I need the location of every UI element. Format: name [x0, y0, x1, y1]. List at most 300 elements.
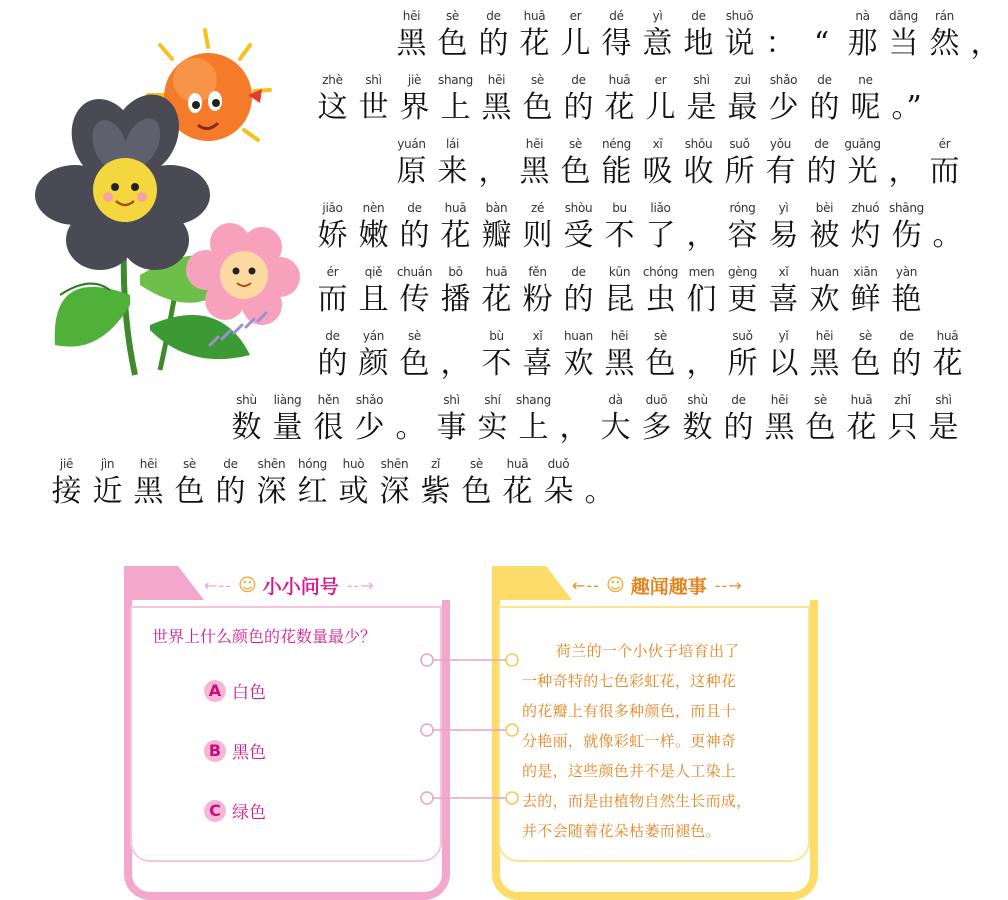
hanzi: 色	[805, 410, 836, 445]
pinyin: bō	[448, 265, 463, 279]
hanzi-with-pinyin	[929, 328, 966, 384]
option-letter: A	[204, 680, 226, 702]
pinyin: nà	[855, 9, 870, 23]
hanzi-with-pinyin	[765, 328, 802, 384]
hanzi: 色	[522, 90, 553, 125]
hanzi: 娇	[317, 218, 348, 253]
quiz-option-b[interactable]	[204, 738, 266, 763]
pinyin: dà	[608, 393, 623, 407]
hanzi-with-pinyin	[926, 136, 963, 192]
hanzi: 的	[478, 26, 509, 61]
hanzi: 是	[686, 90, 717, 125]
hanzi-with-pinyin	[557, 136, 594, 192]
pinyin: hēi	[815, 329, 834, 343]
hanzi: 欢	[809, 282, 840, 317]
hanzi: 以	[768, 346, 799, 381]
hanzi: 能	[601, 154, 632, 189]
hanzi-with-pinyin	[847, 200, 884, 256]
hanzi-with-pinyin	[601, 264, 638, 320]
hanzi: 瓣	[481, 218, 512, 253]
hanzi-with-pinyin	[765, 72, 802, 128]
option-letter: C	[204, 800, 226, 822]
hanzi: 的	[891, 346, 922, 381]
quiz-panel	[124, 566, 450, 900]
pinyin: yì	[652, 9, 663, 23]
hanzi: 粉	[522, 282, 553, 317]
hanzi: 色	[174, 474, 205, 509]
hanzi-with-pinyin	[253, 456, 290, 512]
pinyin: suǒ	[729, 137, 750, 151]
story-line	[393, 8, 1008, 64]
hanzi-with-pinyin	[212, 456, 249, 512]
pinyin: zé	[530, 201, 545, 215]
pinyin: jiè	[407, 73, 422, 87]
pinyin: shì	[935, 393, 952, 407]
pinyin: de	[691, 9, 706, 23]
hanzi-with-pinyin	[597, 392, 634, 448]
hanzi: ，	[440, 346, 471, 381]
pinyin: de	[223, 457, 238, 471]
hanzi-with-pinyin	[437, 72, 474, 128]
hanzi: 颜	[358, 346, 389, 381]
story-line	[314, 200, 970, 256]
pinyin: qiě	[364, 265, 383, 279]
hanzi-with-pinyin	[884, 392, 921, 448]
hanzi: 有	[765, 154, 796, 189]
quiz-option-a[interactable]	[204, 678, 266, 703]
hanzi-with-pinyin	[437, 200, 474, 256]
hanzi: 。	[932, 218, 963, 253]
hanzi-with-pinyin	[396, 72, 433, 128]
pinyin: de	[571, 73, 586, 87]
hanzi-with-pinyin	[765, 264, 802, 320]
hanzi-with-pinyin	[393, 8, 430, 64]
hanzi: 很	[313, 410, 344, 445]
hanzi-with-pinyin	[314, 72, 351, 128]
hanzi: 的	[563, 90, 594, 125]
pinyin: lái	[445, 137, 460, 151]
hanzi-with-pinyin	[765, 200, 802, 256]
pinyin: sè	[813, 393, 828, 407]
pinyin: suǒ	[732, 329, 753, 343]
pinyin: nèn	[362, 201, 385, 215]
hanzi-with-pinyin	[724, 72, 761, 128]
pinyin: de	[571, 265, 586, 279]
pinyin: shù	[687, 393, 708, 407]
pinyin: hēi	[770, 393, 789, 407]
hanzi-with-pinyin	[560, 72, 597, 128]
hanzi-with-pinyin	[516, 8, 553, 64]
arrow-left-icon: ←--	[204, 575, 232, 595]
hanzi: ，	[888, 154, 919, 189]
pinyin: chóng	[642, 265, 679, 279]
hanzi-with-pinyin	[679, 392, 716, 448]
pinyin: huā	[506, 457, 529, 471]
hanzi-with-pinyin	[474, 392, 511, 448]
arrow-right-icon: --→	[714, 575, 743, 595]
pinyin: shāng	[889, 201, 924, 215]
hanzi: 花	[502, 474, 533, 509]
hanzi: 黑	[133, 474, 164, 509]
pinyin: jiāo	[322, 201, 343, 215]
pinyin: liàng	[273, 393, 302, 407]
option-letter: B	[204, 740, 226, 762]
pinyin: zuì	[734, 73, 751, 87]
hanzi-with-pinyin	[885, 8, 922, 64]
hanzi-with-pinyin	[724, 200, 761, 256]
hanzi: 而	[317, 282, 348, 317]
hanzi: 黑	[396, 26, 427, 61]
hanzi-with-pinyin	[762, 136, 799, 192]
hanzi: 。	[584, 474, 615, 509]
hanzi-with-pinyin	[499, 456, 536, 512]
hanzi-with-pinyin	[171, 456, 208, 512]
hanzi: 喜	[768, 282, 799, 317]
hanzi: 花	[604, 90, 635, 125]
hanzi: 只	[887, 410, 918, 445]
pinyin: yán	[362, 329, 385, 343]
hanzi-with-pinyin	[598, 136, 635, 192]
connector-lines	[420, 650, 520, 820]
hanzi: 欢	[563, 346, 594, 381]
pinyin: shǎo	[355, 393, 384, 407]
hanzi-with-pinyin	[560, 200, 597, 256]
pinyin: chuán	[396, 265, 433, 279]
hanzi: 量	[272, 410, 303, 445]
pinyin: zhè	[322, 73, 343, 87]
hanzi: 深	[379, 474, 410, 509]
pinyin: hēi	[402, 9, 421, 23]
hanzi: 播	[440, 282, 471, 317]
fun-fact-panel	[492, 566, 818, 900]
hanzi-with-pinyin	[847, 264, 884, 320]
pinyin: hēi	[525, 137, 544, 151]
arrow-left-icon: ←--	[572, 575, 600, 595]
hanzi: 的	[563, 282, 594, 317]
hanzi: 伤	[891, 218, 922, 253]
hanzi: ，	[970, 26, 1001, 61]
hanzi: 收	[683, 154, 714, 189]
pinyin: dé	[609, 9, 624, 23]
pinyin: shang	[516, 393, 551, 407]
hanzi: 黑	[519, 154, 550, 189]
pinyin: huā	[608, 73, 631, 87]
hanzi: 所	[724, 154, 755, 189]
hanzi: 少	[354, 410, 385, 445]
hanzi: 上	[440, 90, 471, 125]
hanzi-with-pinyin	[335, 456, 372, 512]
hanzi-with-pinyin	[843, 392, 880, 448]
hanzi-with-pinyin	[642, 200, 679, 256]
story-line	[393, 136, 967, 192]
pinyin: de	[814, 137, 829, 151]
hanzi-with-pinyin	[806, 72, 843, 128]
pinyin: zǐ	[430, 457, 441, 471]
hanzi: 灼	[850, 218, 881, 253]
hanzi-with-pinyin	[683, 200, 720, 256]
hanzi-with-pinyin	[847, 328, 884, 384]
hanzi-with-pinyin	[475, 8, 512, 64]
pinyin: hóng	[298, 457, 327, 471]
hanzi-with-pinyin	[557, 8, 594, 64]
hanzi: 容	[727, 218, 758, 253]
pinyin: bèi	[815, 201, 834, 215]
hanzi: 光	[847, 154, 878, 189]
hanzi: ，	[478, 154, 509, 189]
pinyin: shēn	[257, 457, 286, 471]
pinyin: yì	[778, 201, 789, 215]
hanzi: 黑	[764, 410, 795, 445]
hanzi: 昆	[604, 282, 635, 317]
hanzi-with-pinyin	[680, 136, 717, 192]
hanzi: 艳	[891, 282, 922, 317]
hanzi: 则	[522, 218, 553, 253]
hanzi: 来	[437, 154, 468, 189]
fun-line: 的是，这些颜色并不是人工染上	[522, 762, 737, 780]
fun-line: 并不会随着花朵枯萎而褪色。	[522, 822, 721, 840]
hanzi-with-pinyin	[762, 8, 799, 64]
hanzi-with-pinyin	[929, 200, 966, 256]
hanzi-with-pinyin	[926, 8, 963, 64]
hanzi-with-pinyin	[515, 392, 552, 448]
story-line	[48, 456, 622, 512]
hanzi-with-pinyin	[433, 392, 470, 448]
hanzi: 大	[600, 410, 631, 445]
hanzi-with-pinyin	[844, 8, 881, 64]
pinyin: yǐ	[778, 329, 789, 343]
hanzi: 花	[481, 282, 512, 317]
pinyin: yuán	[397, 137, 426, 151]
hanzi: 花	[519, 26, 550, 61]
hanzi: 界	[399, 90, 430, 125]
hanzi-with-pinyin	[478, 328, 515, 384]
pinyin: hēi	[610, 329, 629, 343]
hanzi: 受	[563, 218, 594, 253]
quiz-question: 世界上什么颜色的花数量最少？	[152, 627, 377, 646]
pinyin: de	[407, 201, 422, 215]
pinyin: shì	[365, 73, 382, 87]
pinyin: rán	[935, 9, 954, 23]
hanzi-with-pinyin	[294, 456, 331, 512]
hanzi: ，	[686, 218, 717, 253]
hanzi: ，	[686, 346, 717, 381]
hanzi-with-pinyin	[519, 200, 556, 256]
hanzi: 的	[215, 474, 246, 509]
pinyin: ér	[326, 265, 339, 279]
pinyin: sè	[445, 9, 460, 23]
hanzi: 色	[645, 346, 676, 381]
hanzi-with-pinyin	[888, 328, 925, 384]
hanzi-with-pinyin	[478, 200, 515, 256]
hanzi-with-pinyin	[478, 264, 515, 320]
hanzi-with-pinyin	[761, 392, 798, 448]
pinyin: hēi	[487, 73, 506, 87]
option-text: 黑色	[232, 743, 266, 763]
hanzi-with-pinyin	[434, 8, 471, 64]
hanzi: 色	[437, 26, 468, 61]
hanzi: 色	[461, 474, 492, 509]
hanzi-with-pinyin	[269, 392, 306, 448]
pinyin: xǐ	[532, 329, 543, 343]
fun-line: 去的，而是由植物自然生长而成，	[522, 792, 752, 810]
pinyin: zhǐ	[894, 393, 911, 407]
hanzi: 所	[727, 346, 758, 381]
pinyin: huā	[850, 393, 873, 407]
hanzi-with-pinyin	[519, 264, 556, 320]
hanzi: 数	[231, 410, 262, 445]
pinyin: yàn	[895, 265, 918, 279]
hanzi-with-pinyin	[437, 328, 474, 384]
pinyin: shēn	[380, 457, 409, 471]
hanzi-with-pinyin	[844, 136, 881, 192]
hanzi: 上	[518, 410, 549, 445]
hanzi: 易	[768, 218, 799, 253]
hanzi-with-pinyin	[519, 328, 556, 384]
hanzi-with-pinyin	[683, 328, 720, 384]
pinyin: fěn	[528, 265, 547, 279]
hanzi-with-pinyin	[540, 456, 577, 512]
pinyin: sè	[469, 457, 484, 471]
pinyin: de	[486, 9, 501, 23]
hanzi-with-pinyin	[642, 328, 679, 384]
hanzi-with-pinyin	[639, 8, 676, 64]
hanzi-with-pinyin	[314, 328, 351, 384]
pinyin: sè	[858, 329, 873, 343]
hanzi-with-pinyin	[638, 392, 675, 448]
fun-fact-text	[522, 636, 794, 846]
hanzi-with-pinyin	[392, 392, 429, 448]
hanzi-with-pinyin	[642, 72, 679, 128]
fun-line: 的花瓣上有很多种颜色，而且十	[522, 702, 737, 720]
hanzi: 不	[481, 346, 512, 381]
pinyin: er	[569, 9, 582, 23]
hanzi-with-pinyin	[967, 8, 1004, 64]
hanzi-with-pinyin	[601, 328, 638, 384]
hanzi: 朵	[543, 474, 574, 509]
hanzi: 的	[399, 218, 430, 253]
hanzi-with-pinyin	[888, 264, 925, 320]
hanzi: 这	[317, 90, 348, 125]
hanzi: 了	[645, 218, 676, 253]
hanzi: 少	[768, 90, 799, 125]
pinyin: huā	[485, 265, 508, 279]
hanzi-with-pinyin	[806, 264, 843, 320]
pinyin: sè	[407, 329, 422, 343]
hanzi-with-pinyin	[925, 392, 962, 448]
hanzi: 的	[809, 90, 840, 125]
hanzi: 而	[929, 154, 960, 189]
hanzi: 或	[338, 474, 369, 509]
hanzi-with-pinyin	[888, 72, 925, 128]
kid-icon: ☺	[237, 574, 257, 596]
hanzi: 数	[682, 410, 713, 445]
hanzi: 得	[601, 26, 632, 61]
hanzi-with-pinyin	[680, 8, 717, 64]
hanzi-with-pinyin	[519, 72, 556, 128]
pinyin: ér	[938, 137, 951, 151]
story-line	[314, 72, 929, 128]
hanzi: 当	[888, 26, 919, 61]
hanzi: 地	[683, 26, 714, 61]
hanzi: 色	[850, 346, 881, 381]
hanzi: 的	[806, 154, 837, 189]
hanzi-with-pinyin	[802, 392, 839, 448]
quiz-option-c[interactable]	[204, 798, 266, 823]
quiz-title: 小小问号	[262, 575, 339, 598]
hanzi: 黑	[809, 346, 840, 381]
hanzi: 花	[932, 346, 963, 381]
hanzi: 事	[436, 410, 467, 445]
pinyin: yǒu	[769, 137, 792, 151]
pinyin: ne	[858, 73, 873, 87]
hanzi: 的	[317, 346, 348, 381]
pinyin: duǒ	[547, 457, 570, 471]
hanzi: 那	[847, 26, 878, 61]
pinyin: gèng	[727, 265, 758, 279]
hanzi-with-pinyin	[376, 456, 413, 512]
hanzi-with-pinyin	[885, 136, 922, 192]
hanzi-with-pinyin	[642, 264, 679, 320]
hanzi-with-pinyin	[89, 456, 126, 512]
option-text: 白色	[232, 683, 266, 703]
hanzi: 是	[928, 410, 959, 445]
hanzi: 黑	[604, 346, 635, 381]
hanzi-with-pinyin	[314, 200, 351, 256]
pinyin: róng	[729, 201, 756, 215]
hanzi: 色	[560, 154, 591, 189]
hanzi: 黑	[481, 90, 512, 125]
story-line	[228, 392, 966, 448]
hanzi-with-pinyin	[393, 136, 430, 192]
pinyin: sè	[653, 329, 668, 343]
pinyin: shòu	[564, 201, 593, 215]
hanzi-with-pinyin	[721, 136, 758, 192]
pinyin: liǎo	[650, 201, 671, 215]
hanzi: 吸	[642, 154, 673, 189]
pinyin: shǎo	[769, 73, 798, 87]
hanzi-with-pinyin	[888, 200, 925, 256]
pinyin: duō	[645, 393, 668, 407]
hanzi: ，	[559, 410, 590, 445]
pinyin: zhuó	[851, 201, 880, 215]
pinyin: shí	[484, 393, 501, 407]
pinyin: huā	[444, 201, 467, 215]
hanzi-with-pinyin	[556, 392, 593, 448]
hanzi: 喜	[522, 346, 553, 381]
hanzi-with-pinyin	[351, 392, 388, 448]
hanzi-with-pinyin	[581, 456, 618, 512]
hanzi-with-pinyin	[396, 200, 433, 256]
hanzi-with-pinyin	[639, 136, 676, 192]
hanzi-with-pinyin	[396, 264, 433, 320]
hanzi-with-pinyin	[310, 392, 347, 448]
hanzi-with-pinyin	[806, 200, 843, 256]
hanzi-with-pinyin	[355, 328, 392, 384]
hanzi: 虫	[645, 282, 676, 317]
hanzi: 鲜	[850, 282, 881, 317]
hanzi: 的	[723, 410, 754, 445]
pinyin: guāng	[844, 137, 881, 151]
hanzi-with-pinyin	[598, 8, 635, 64]
hanzi: 嫩	[358, 218, 389, 253]
pinyin: dāng	[889, 9, 918, 23]
hanzi: “	[813, 26, 830, 61]
hanzi-with-pinyin	[437, 264, 474, 320]
pinyin: shang	[438, 73, 473, 87]
option-text: 绿色	[232, 803, 266, 823]
pinyin: shù	[236, 393, 257, 407]
hanzi-with-pinyin	[806, 328, 843, 384]
